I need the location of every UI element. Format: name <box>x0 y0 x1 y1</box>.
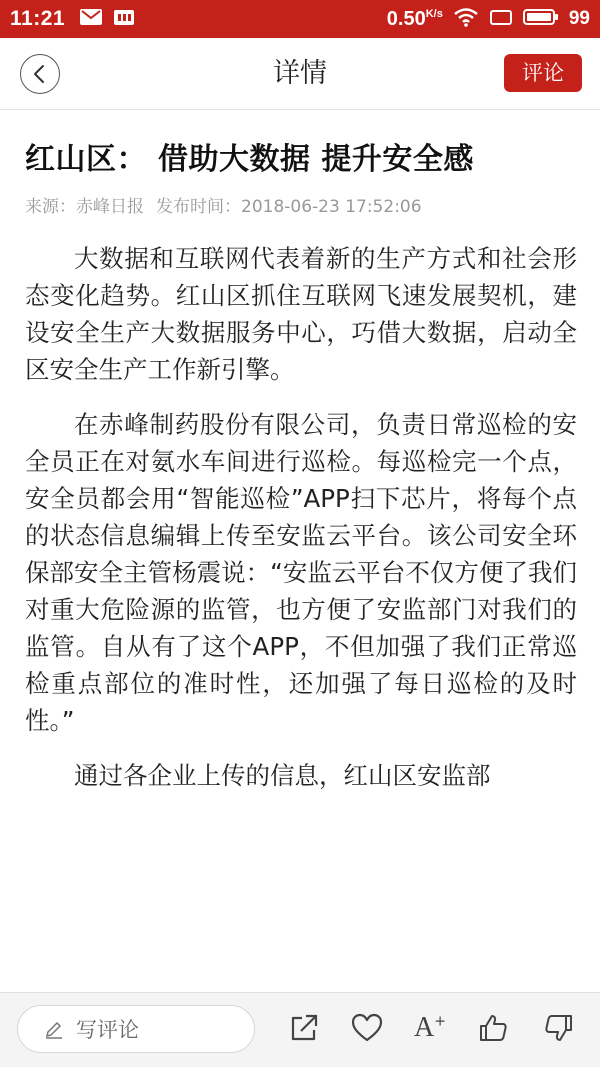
mail-notification-icon <box>79 7 103 32</box>
article-body <box>25 240 577 812</box>
article-paragraph: 在赤峰制药股份有限公司，负责日常巡检的安全员正在对氨水车间进行巡检。每巡检完一个点，安全员都会用“智能巡检”APP扫下芯片，将每个点的状态信息编辑上传至安监云平台。该公司安全环保部安全主管杨震说：“安监云平台不仅方便了我们对重大危险源的监管，也方便了安监部门对我们的监管。自从有了这个APP，不但加强了我们正常巡检重点部位的准时性，还加强了每日巡检的及时性。” <box>25 410 577 735</box>
font-size-icon: A+ <box>414 1012 446 1043</box>
wifi-icon <box>453 7 479 32</box>
app-header <box>0 38 600 110</box>
article-paragraph: 大数据和互联网代表着新的生产方式和社会形态变化趋势。红山区抓住互联网飞速发展契机，建设安全生产大数据服务中心，巧借大数据，启动全区安全生产工作新引擎。 <box>25 244 577 384</box>
pencil-icon <box>44 1019 64 1039</box>
battery-percentage: 99 <box>568 8 590 29</box>
comment-button[interactable]: 评论 <box>504 54 582 92</box>
write-comment-input[interactable] <box>17 1005 255 1053</box>
font-size-button[interactable] <box>413 1011 447 1045</box>
battery-icon <box>523 7 559 32</box>
like-button[interactable] <box>476 1011 510 1045</box>
article-title: 红山区： 借助大数据 提升安全感 <box>25 142 474 177</box>
favorite-button[interactable] <box>350 1011 384 1045</box>
write-comment-placeholder: 写评论 <box>76 1018 139 1042</box>
thumbs-up-icon <box>477 1012 509 1044</box>
share-icon <box>288 1012 320 1044</box>
sim-card-icon <box>113 7 135 32</box>
article-meta <box>25 192 585 217</box>
status-bar <box>0 0 600 38</box>
article-source: 来源：赤峰日报 <box>25 197 144 217</box>
network-speed: $0.50^{K/s}$ <box>386 7 443 30</box>
status-time: 11:21 <box>10 7 66 30</box>
article-paragraph: 通过各企业上传的信息，红山区安监部 <box>74 761 491 790</box>
article-publish-time: 发布时间：2018-06-23 17:52:06 <box>156 197 422 217</box>
share-button[interactable] <box>287 1011 321 1045</box>
heart-icon <box>350 1012 384 1044</box>
thumbs-down-icon <box>543 1012 575 1044</box>
bottom-toolbar <box>0 992 600 1067</box>
dislike-button[interactable] <box>542 1011 576 1045</box>
page-title: 详情 <box>273 58 327 89</box>
screen-rotation-icon <box>489 7 513 32</box>
